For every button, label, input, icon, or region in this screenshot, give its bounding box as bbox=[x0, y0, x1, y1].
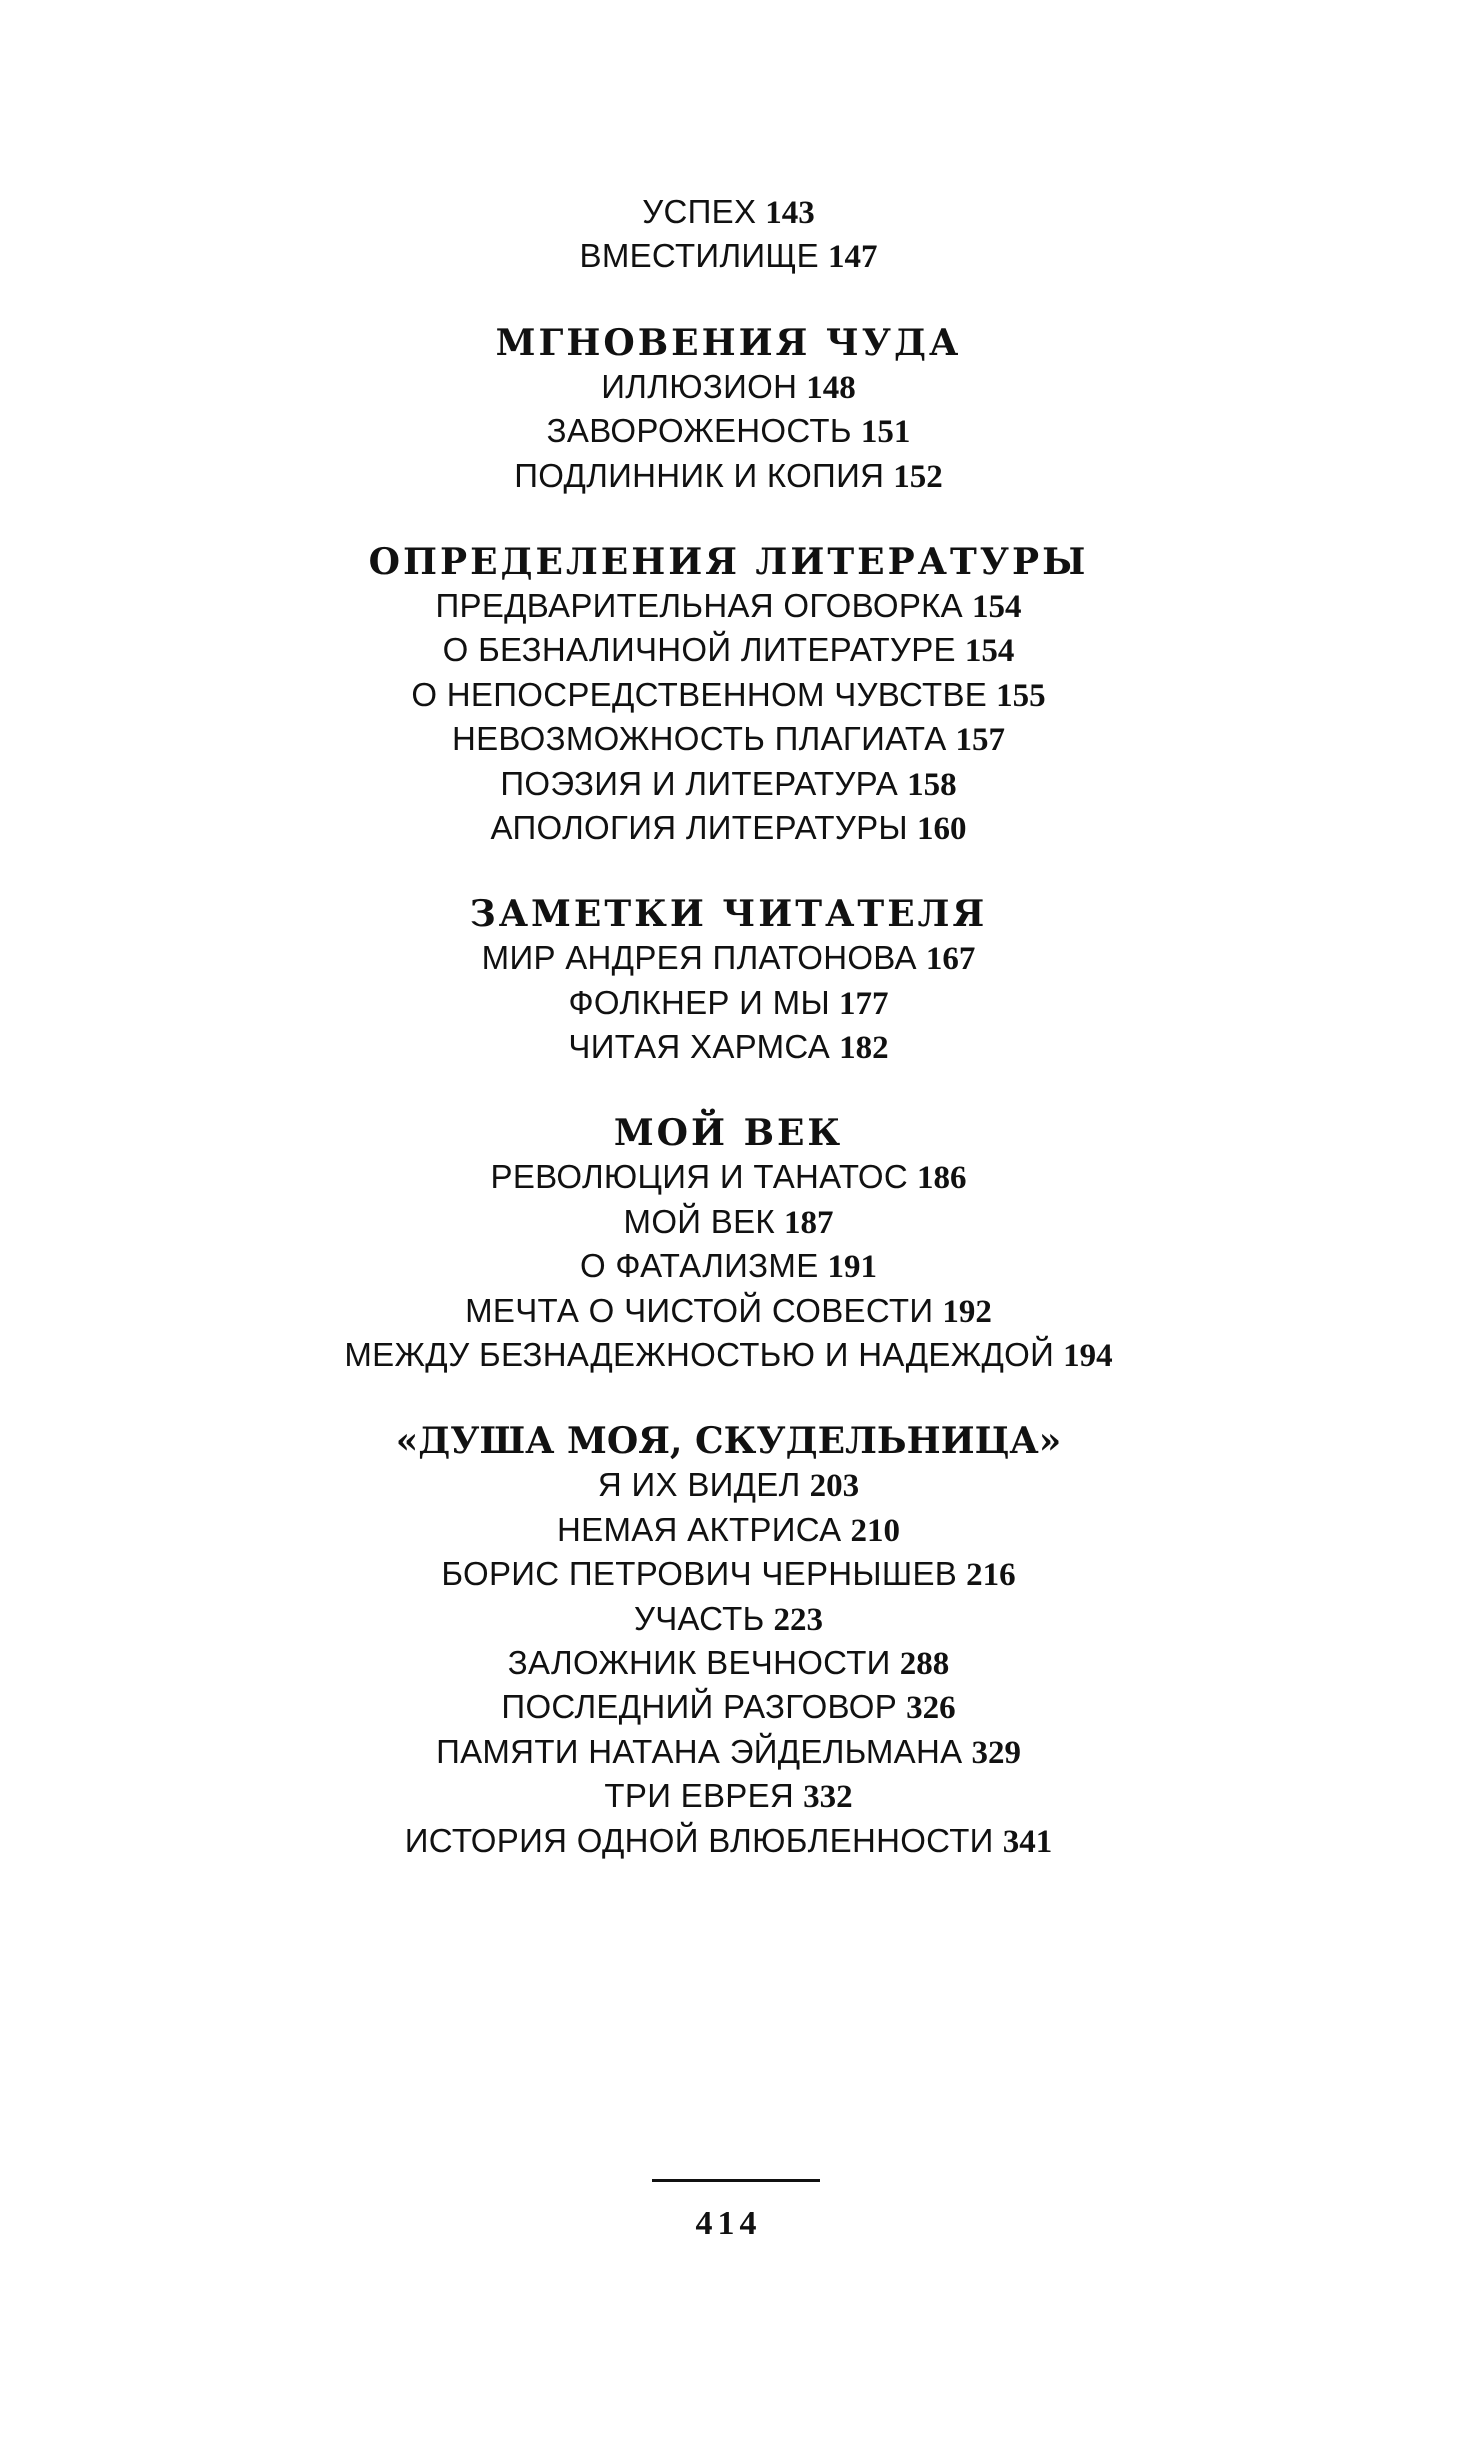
toc-entry-title: НЕВОЗМОЖНОСТЬ ПЛАГИАТА bbox=[451, 720, 947, 758]
toc-entry-title: БОРИС ПЕТРОВИЧ ЧЕРНЫШЕВ bbox=[441, 1555, 958, 1593]
toc-entry-page: 326 bbox=[906, 1690, 956, 1727]
toc-section-title: ОПРЕДЕЛЕНИЯ ЛИТЕРАТУРЫ bbox=[368, 540, 1089, 583]
toc-entry bbox=[0, 762, 1457, 806]
toc-entry bbox=[0, 1641, 1457, 1685]
toc-entry-title: ФОЛКНЕР И МЫ bbox=[568, 983, 830, 1021]
toc-entry-page: 332 bbox=[803, 1779, 853, 1816]
toc-entry-page: 191 bbox=[827, 1249, 878, 1286]
toc-entry bbox=[0, 1333, 1457, 1377]
toc-entry-page: 210 bbox=[850, 1512, 900, 1549]
toc-entry bbox=[0, 1508, 1457, 1552]
toc-entry bbox=[0, 1685, 1457, 1729]
toc-section-title: МГНОВЕНИЯ ЧУДА bbox=[495, 321, 962, 364]
toc-entry bbox=[0, 936, 1457, 980]
toc-entry-page: 147 bbox=[827, 239, 878, 276]
toc-entry-title: АПОЛОГИЯ ЛИТЕРАТУРЫ bbox=[490, 808, 908, 846]
toc-entry bbox=[0, 454, 1457, 498]
toc-entry bbox=[0, 584, 1457, 628]
toc-section-title: «ДУША МОЯ, СКУДЕЛЬНИЦА» bbox=[395, 1420, 1062, 1463]
toc-entry-page: 143 bbox=[765, 195, 815, 231]
page-number: 414 bbox=[695, 2205, 762, 2242]
toc-entry bbox=[0, 1774, 1457, 1818]
toc-entry-page: 177 bbox=[838, 985, 889, 1022]
toc-entry-page: 158 bbox=[907, 766, 957, 803]
toc-entry-title: МИР АНДРЕЯ ПЛАТОНОВА bbox=[481, 939, 917, 977]
toc-entry-title: Я ИХ ВИДЕЛ bbox=[597, 1466, 801, 1504]
toc-entry bbox=[0, 1730, 1457, 1774]
toc-entry-title: ПАМЯТИ НАТАНА ЭЙДЕЛЬМАНА bbox=[436, 1732, 963, 1770]
toc-entry-title: РЕВОЛЮЦИЯ И ТАНАТОС bbox=[490, 1158, 908, 1196]
toc-entry bbox=[0, 1289, 1457, 1333]
toc-entry bbox=[0, 981, 1457, 1025]
toc-entry-title: О БЕЗНАЛИЧНОЙ ЛИТЕРАТУРЕ bbox=[442, 631, 956, 669]
toc-entry-title: ПОЭЗИЯ И ЛИТЕРАТУРА bbox=[500, 764, 899, 802]
toc-entry-title: ТРИ ЕВРЕЯ bbox=[604, 1777, 795, 1815]
toc-entry-page: 194 bbox=[1063, 1338, 1113, 1375]
toc-entry bbox=[0, 1155, 1457, 1199]
toc-entry-page: 186 bbox=[916, 1160, 967, 1197]
toc-entry bbox=[0, 628, 1457, 672]
toc-entry-page: 203 bbox=[809, 1468, 860, 1505]
toc-entry-page: 152 bbox=[893, 458, 943, 495]
toc-entry-title: ЧИТАЯ ХАРМСА bbox=[568, 1028, 831, 1066]
toc-entry-page: 223 bbox=[773, 1601, 824, 1638]
toc-entry-title: УЧАСТЬ bbox=[633, 1599, 765, 1637]
toc-section bbox=[0, 1419, 1457, 1863]
toc-entry bbox=[0, 1025, 1457, 1069]
toc-entry-title: ЗАЛОЖНИК ВЕЧНОСТИ bbox=[507, 1643, 891, 1681]
toc-entry-title: О НЕПОСРЕДСТВЕННОМ ЧУВСТВЕ bbox=[411, 675, 988, 713]
toc-section bbox=[0, 190, 1457, 279]
toc-entry bbox=[0, 806, 1457, 850]
toc-entry bbox=[0, 365, 1457, 409]
toc-entry bbox=[0, 1463, 1457, 1507]
toc-entry bbox=[0, 673, 1457, 717]
toc-entry-page: 154 bbox=[964, 633, 1015, 670]
toc-entry-page: 216 bbox=[966, 1557, 1016, 1594]
toc-section-title: ЗАМЕТКИ ЧИТАТЕЛЯ bbox=[469, 893, 988, 936]
toc-entry bbox=[0, 1552, 1457, 1596]
toc-entry-page: 157 bbox=[955, 722, 1006, 759]
toc-entry-page: 187 bbox=[783, 1204, 834, 1241]
toc-entry-page: 151 bbox=[860, 414, 911, 451]
toc-entry-title: ПОДЛИННИК И КОПИЯ bbox=[514, 456, 885, 494]
toc-section-title: МОЙ ВЕК bbox=[613, 1112, 844, 1155]
toc-entry-page: 155 bbox=[996, 677, 1046, 714]
toc-entry-page: 167 bbox=[925, 941, 976, 978]
toc-entry-title: ИСТОРИЯ ОДНОЙ ВЛЮБЛЕННОСТИ bbox=[404, 1821, 994, 1859]
toc-entry-title: МЕЧТА О ЧИСТОЙ СОВЕСТИ bbox=[465, 1291, 934, 1329]
table-of-contents bbox=[0, 190, 1457, 1863]
toc-entry-page: 329 bbox=[971, 1734, 1021, 1771]
toc-entry-title: УСПЕХ bbox=[642, 193, 757, 230]
toc-entry bbox=[0, 1200, 1457, 1244]
toc-entry-page: 160 bbox=[916, 810, 967, 847]
toc-entry-title: О ФАТАЛИЗМЕ bbox=[579, 1247, 819, 1285]
toc-entry bbox=[0, 1244, 1457, 1288]
toc-entry bbox=[0, 1597, 1457, 1641]
toc-entry bbox=[0, 409, 1457, 453]
toc-entry-page: 341 bbox=[1002, 1823, 1053, 1860]
toc-section bbox=[0, 1111, 1457, 1377]
toc-entry-page: 182 bbox=[839, 1030, 889, 1067]
toc-section bbox=[0, 540, 1457, 850]
toc-entry-title: ВМЕСТИЛИЩЕ bbox=[579, 237, 819, 275]
toc-entry-title: МЕЖДУ БЕЗНАДЕЖНОСТЬЮ И НАДЕЖДОЙ bbox=[344, 1336, 1055, 1374]
toc-entry bbox=[0, 717, 1457, 761]
toc-entry-page: 154 bbox=[971, 588, 1022, 625]
toc-entry-title: ПОСЛЕДНИЙ РАЗГОВОР bbox=[501, 1688, 898, 1726]
toc-entry-title: МОЙ ВЕК bbox=[623, 1202, 775, 1240]
toc-entry-title: НЕМАЯ АКТРИСА bbox=[557, 1510, 842, 1548]
toc-section bbox=[0, 892, 1457, 1069]
toc-entry bbox=[0, 190, 1457, 234]
footer-divider bbox=[652, 2179, 820, 2182]
toc-entry-page: 192 bbox=[942, 1293, 992, 1330]
toc-entry bbox=[0, 234, 1457, 278]
toc-entry bbox=[0, 1819, 1457, 1863]
toc-entry-title: ПРЕДВАРИТЕЛЬНАЯ ОГОВОРКА bbox=[435, 586, 963, 624]
toc-entry-title: ИЛЛЮЗИОН bbox=[601, 367, 798, 405]
toc-section bbox=[0, 321, 1457, 498]
toc-entry-page: 148 bbox=[806, 369, 856, 406]
toc-entry-title: ЗАВОРОЖЕНОСТЬ bbox=[546, 412, 852, 450]
toc-entry-page: 288 bbox=[899, 1645, 950, 1682]
